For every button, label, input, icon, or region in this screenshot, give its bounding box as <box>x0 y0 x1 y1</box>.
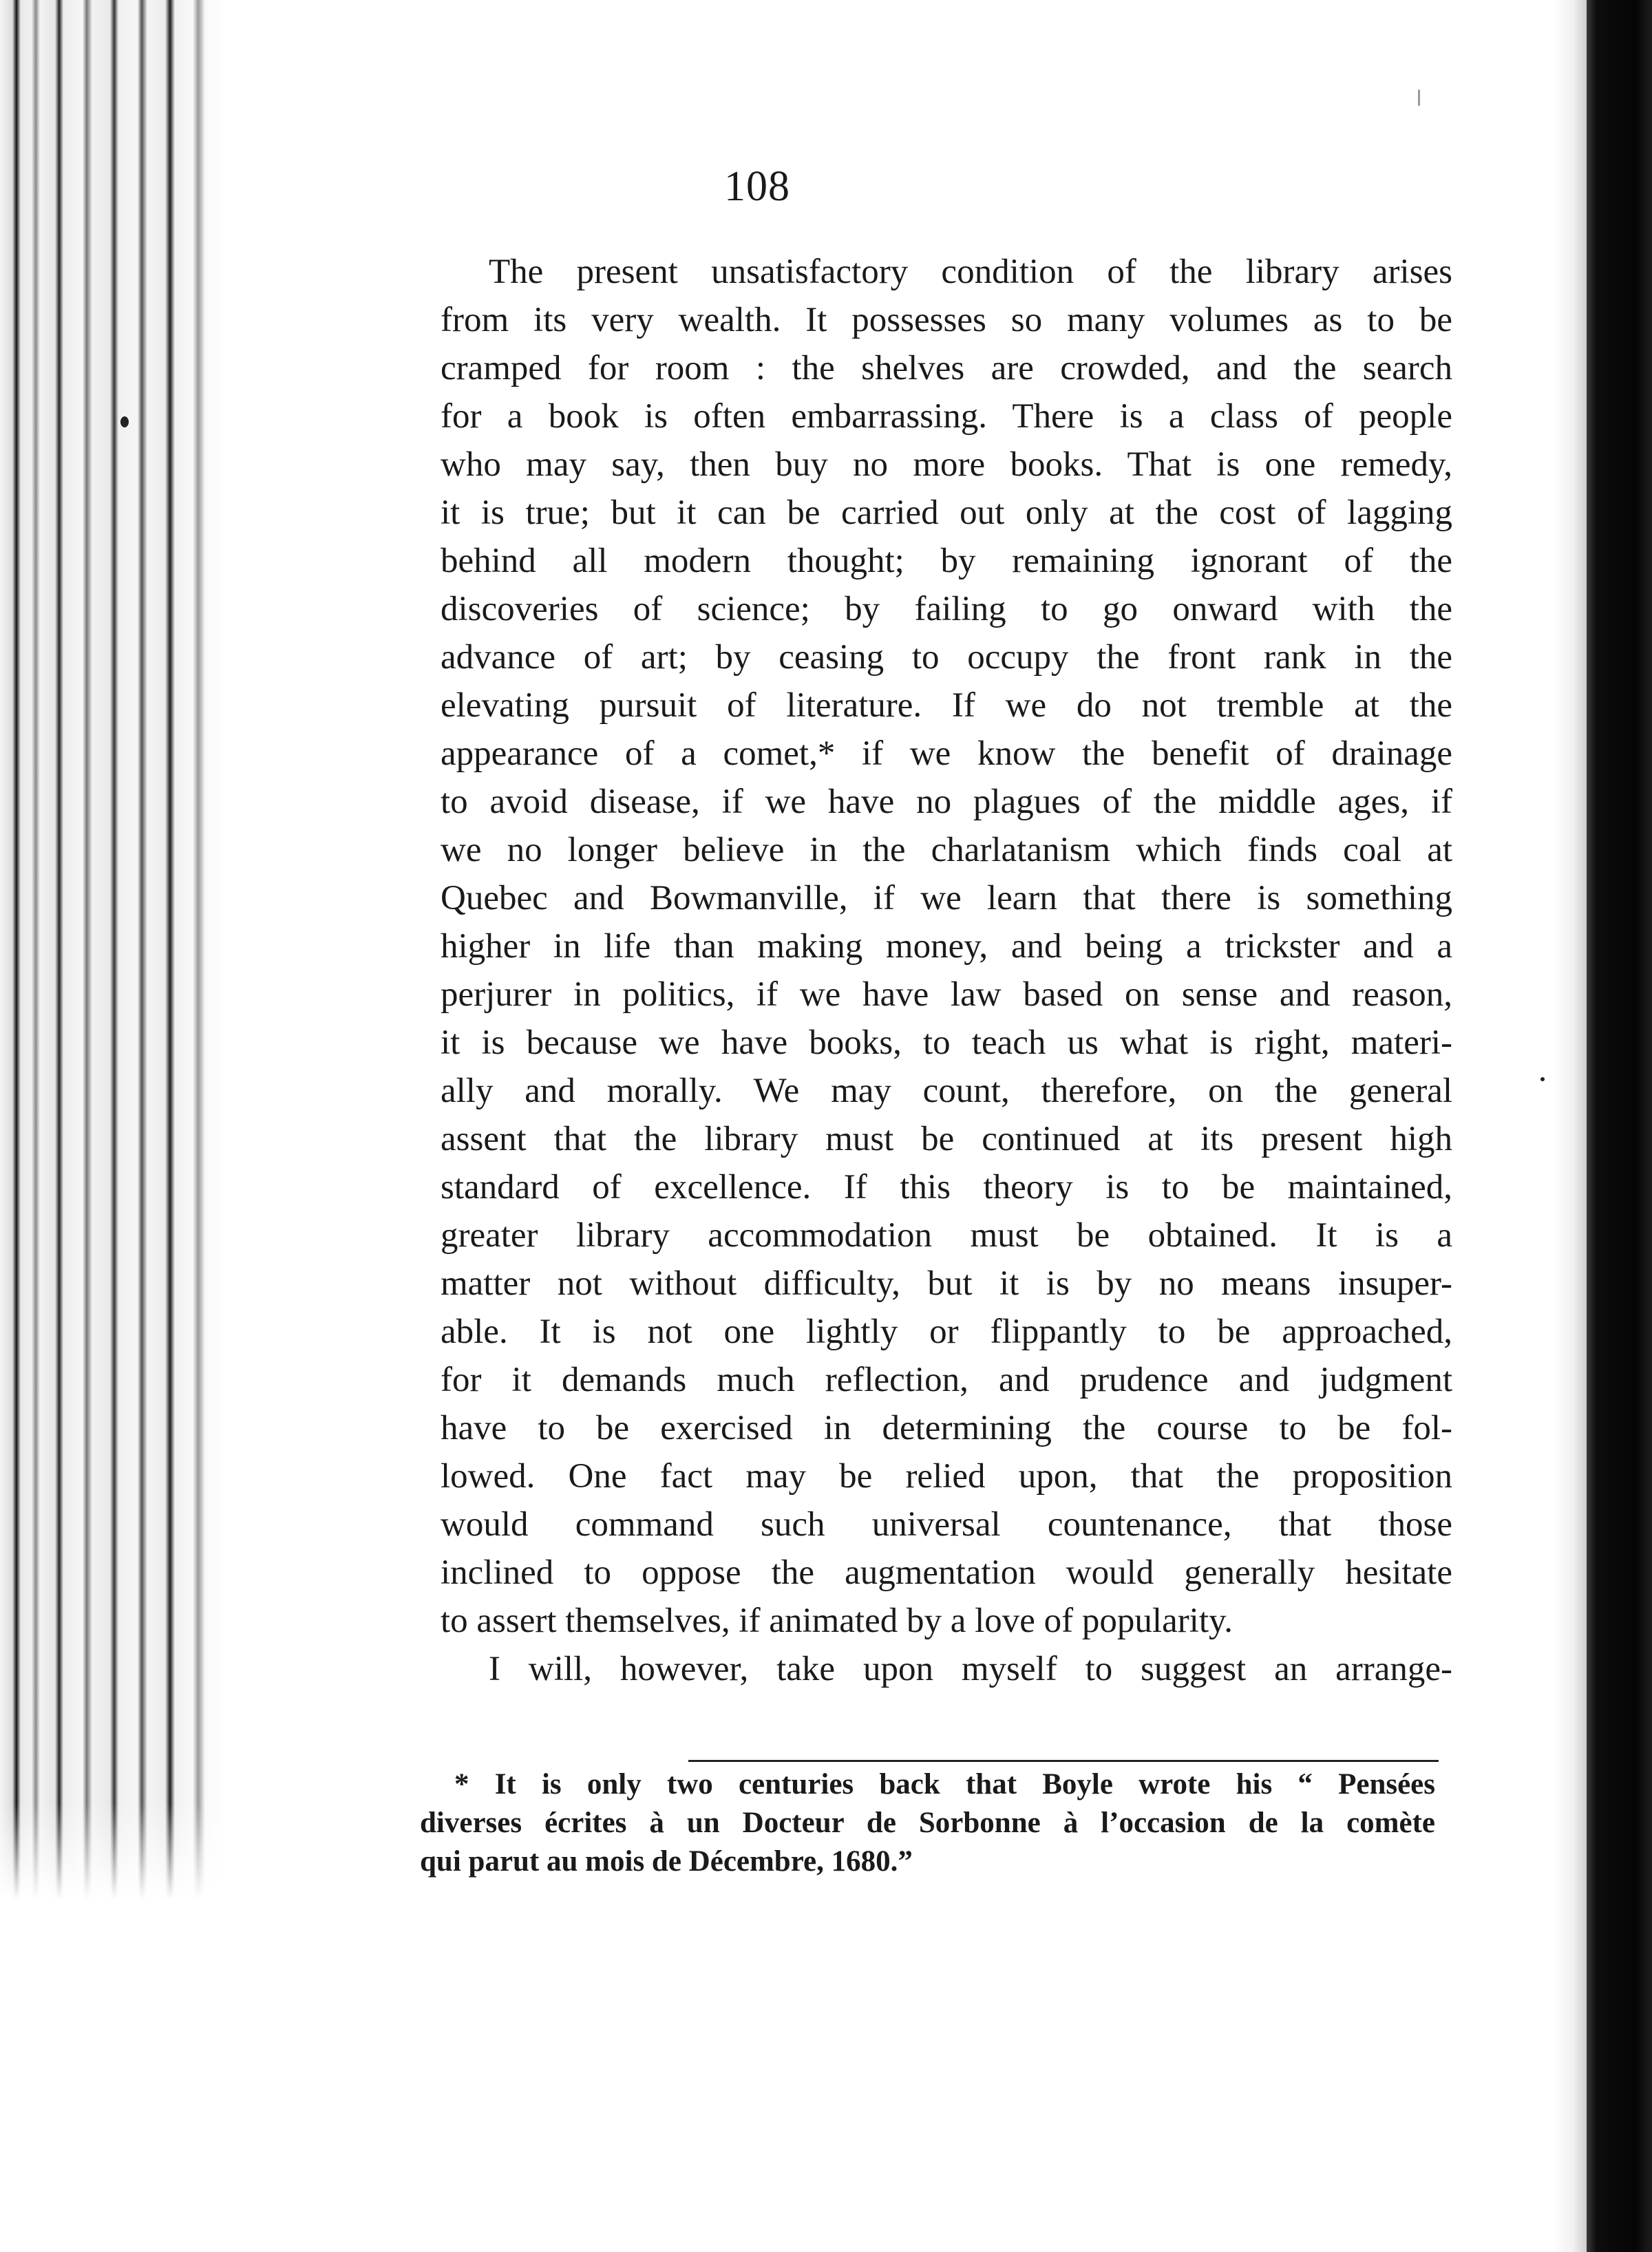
text-line: it is because we have books, to teach us what is right, materi- <box>441 1023 1452 1062</box>
text-line: would command such universal countenance, that those <box>441 1505 1452 1544</box>
text-line: to assert themselves, if animated by a love of popularity. <box>441 1602 1233 1640</box>
body-text <box>441 248 1452 1693</box>
text-line: higher in life than making money, and being a trickster and a <box>441 927 1452 966</box>
text-line: it is true; but it can be carried out only at the cost of lagging <box>441 493 1452 532</box>
text-line: from its very wealth. It possesses so many volumes as to be <box>441 301 1452 339</box>
footnote-rule <box>688 1760 1439 1762</box>
page-number-text: 108 <box>724 163 790 210</box>
text-line: elevating pursuit of literature. If we do not tremble at the <box>441 686 1452 725</box>
ink-speck <box>1418 89 1420 106</box>
text-line: matter not without difficulty, but it is by no means insuper- <box>441 1264 1452 1303</box>
book-binding <box>1587 0 1652 2252</box>
gutter-shadow <box>1552 0 1587 2252</box>
text-line: who may say, then buy no more books. That is one remedy, <box>441 445 1452 484</box>
text-line: appearance of a comet,* if we know the benefit of drainage <box>441 734 1452 773</box>
ink-speck <box>1540 1077 1545 1081</box>
text-line: standard of excellence. If this theory is to be maintained, <box>441 1168 1452 1207</box>
page-number <box>0 162 1652 211</box>
text-line: discoveries of science; by failing to go onward with the <box>441 590 1452 628</box>
text-line: we no longer believe in the charlatanism which finds coal at <box>441 831 1452 869</box>
text-line: greater library accommodation must be obtained. It is a <box>441 1216 1452 1255</box>
ink-speck <box>120 416 129 427</box>
text-line: cramped for room : the shelves are crowded, and the search <box>441 349 1452 387</box>
text-line: assent that the library must be continued at its present high <box>441 1120 1452 1158</box>
footnote-line: diverses écrites à un Docteur de Sorbonne à l’occasion de la comète <box>420 1807 1435 1839</box>
text-line: Quebec and Bowmanville, if we learn that there is something <box>441 879 1452 917</box>
text-line: ally and morally. We may count, therefore, on the general <box>441 1072 1452 1110</box>
text-line: for a book is often embarrassing. There is a class of people <box>441 397 1452 436</box>
text-line: inclined to oppose the augmentation would generally hesitate <box>441 1553 1452 1592</box>
text-line: The present unsatisfactory condition of the library arises <box>489 253 1452 291</box>
footnote-line: qui parut au mois de Décembre, 1680.” <box>420 1845 913 1878</box>
text-line: perjurer in politics, if we have law based on sense and reason, <box>441 975 1452 1014</box>
text-line: lowed. One fact may be relied upon, that the proposition <box>441 1457 1452 1496</box>
text-line: I will, however, take upon myself to suggest an arrange- <box>489 1650 1452 1688</box>
text-line: advance of art; by ceasing to occupy the front rank in the <box>441 638 1452 677</box>
footnote-line: * It is only two centuries back that Boyle wrote his “ Pensées <box>454 1768 1435 1800</box>
page-stack-fade <box>0 1803 227 2252</box>
text-line: to avoid disease, if we have no plagues of the middle ages, if <box>441 783 1452 821</box>
text-line: for it demands much reflection, and prudence and judgment <box>441 1361 1452 1399</box>
footnote <box>420 1765 1435 1881</box>
text-line: behind all modern thought; by remaining ignorant of the <box>441 542 1452 580</box>
text-line: able. It is not one lightly or flippantly to be approached, <box>441 1313 1452 1351</box>
text-line: have to be exercised in determining the course to be fol- <box>441 1409 1452 1447</box>
